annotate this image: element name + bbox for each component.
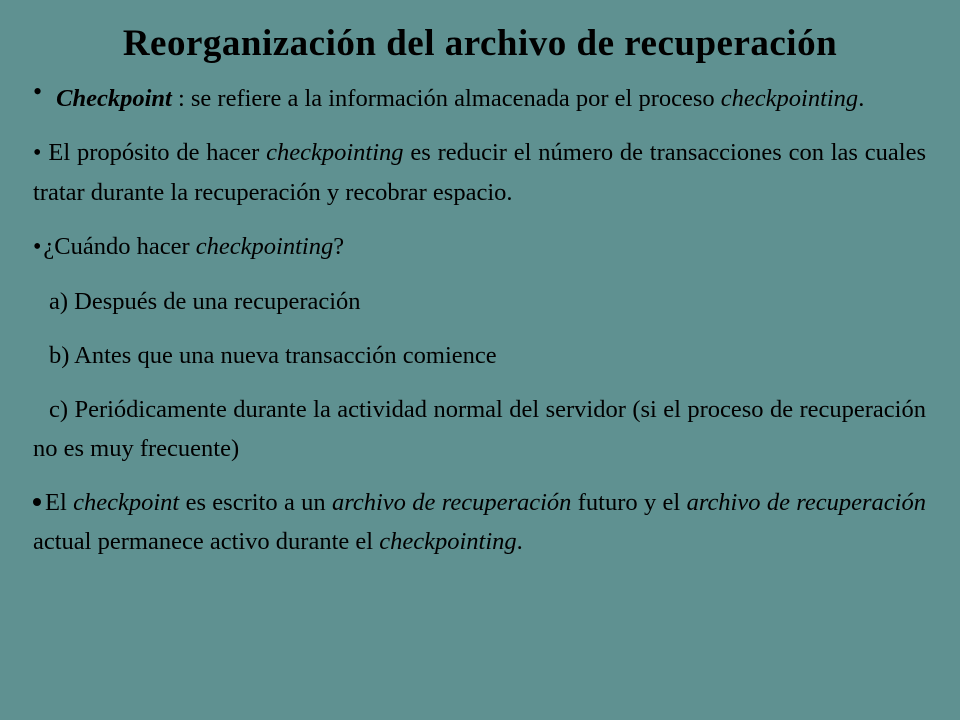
term-checkpoint: checkpoint <box>73 489 180 516</box>
text-segment: . <box>858 85 865 112</box>
text-segment: es reducir el número de transacciones con las cuales tratar durante la recuperación y recobrar espacio. <box>33 139 926 206</box>
paragraph-when-question <box>33 227 926 267</box>
list-item-a: a) Después de una recuperación <box>49 288 361 315</box>
text-segment: actual permanece activo durante el <box>33 528 380 555</box>
list-item-c: c) Periódicamente durante la actividad normal del servidor (si el proceso de recuperación no es muy frecuente) <box>33 396 926 462</box>
slide-title: Reorganización del archivo de recuperación <box>122 23 838 64</box>
term-checkpointing: checkpointing <box>266 139 404 166</box>
text-segment: El propósito de hacer <box>48 139 267 166</box>
text-segment: : se refiere a la información almacenada por el proceso <box>171 85 721 112</box>
bullet-icon: • <box>33 234 42 260</box>
term-checkpoint: Checkpoint <box>56 85 172 112</box>
term-recovery-file: archivo de recuperación <box>331 489 572 516</box>
term-recovery-file: archivo de recuperación <box>686 489 926 516</box>
slide-body <box>33 78 926 561</box>
bullet-icon: • <box>33 140 42 166</box>
paragraph-checkpoint-purpose <box>33 133 926 212</box>
text-segment: . <box>516 528 523 555</box>
text-segment: futuro y el <box>571 489 687 516</box>
list-item-b: b) Antes que una nueva transacción comience <box>49 342 497 369</box>
paragraph-checkpoint-definition <box>33 78 926 118</box>
round-bullet-icon <box>33 498 41 506</box>
text-segment: ? <box>333 233 345 260</box>
bullet-icon: • <box>33 77 43 106</box>
term-checkpointing: checkpointing <box>720 85 859 112</box>
text-segment: ¿Cuándo hacer <box>43 233 196 260</box>
text-segment: El <box>45 489 74 516</box>
text-segment: es escrito a un <box>179 489 332 516</box>
term-checkpointing: checkpointing <box>379 528 517 555</box>
paragraph-checkpoint-file <box>33 483 926 561</box>
term-checkpointing: checkpointing <box>195 233 334 260</box>
